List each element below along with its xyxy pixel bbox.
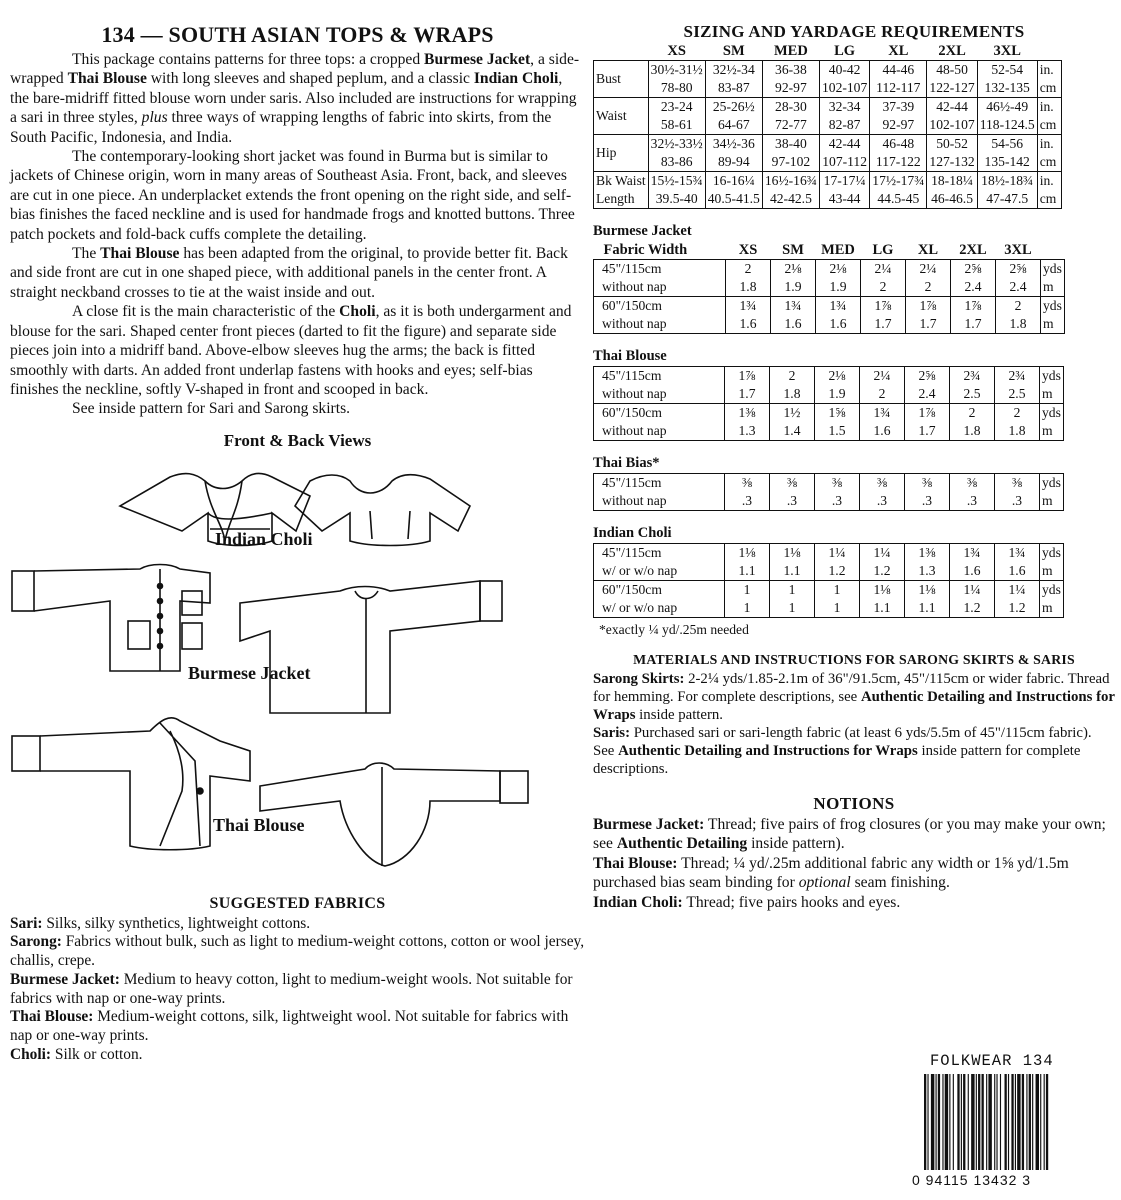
fabric-entry: Sari: Silks, silky synthetics, lightweight cottons. [10,914,311,932]
intro-text [10,50,585,419]
fabric-entry: Thai Blouse: Medium-weight cottons, silk, lightweight wool. Not suitable for fabrics with nap or one-way prints. [10,1008,569,1044]
choli-back-drawing [295,474,470,545]
yardage-section-title: Burmese Jacket [593,223,692,239]
garment-illustrations [10,451,585,891]
notions-text [593,815,1115,912]
burmese-jacket-front-drawing [12,564,210,671]
thai-blouse-label: Thai Blouse [213,814,305,835]
burmese-jacket-label: Burmese Jacket [188,662,311,683]
yardage-section-title: Thai Blouse [593,348,667,364]
intro-paragraph-2: The contemporary-looking short jacket was found in Burma but is similar to jackets of Chinese origin, worn in many areas of Southeast Asia. Front, back, and sleeves are cut in one piece. An underplacket extends the front opening on the right side, and self-bias finishes the faced neckline and is used for handmade frogs and knotted buttons. Three patch pockets and fold-back cuffs complete the detailing. [10,148,575,243]
yardage-tables [593,223,1115,618]
barcode-number: 0 94115 13432 3 [912,1172,1032,1188]
bias-footnote: *exactly ¼ yd/.25m needed [599,622,749,637]
yardage-table: Fabric Width XS SM MED LG XL 2XL 3XL 45"/115cm 2 2⅛ 2⅛ 2¼ 2¼ 2⅝ 2⅝ yds without nap 1.8 1.9 1.9 2 2 2.4 2.4 m 60"/150cm 1¾ 1¾ 1¾ 1⅞ 1⅞ 1⅞ 2 yds without nap 1.6 1.6 1.6 1.7 1.7 1.7 1.8 m [593,241,1065,334]
suggested-fabrics-title: SUGGESTED FABRICS [209,894,386,912]
notions-jacket: Burmese Jacket: Thread; five pairs of frog closures (or you may make your own; see Authentic Detailing inside pattern). [593,816,1106,853]
burmese-jacket-back-drawing [240,581,502,713]
fabric-entry: Burmese Jacket: Medium to heavy cotton, light to medium-weight wools. Not suitable for fabrics with nap or one-way prints. [10,970,573,1007]
notions-choli: Indian Choli: Thread; five pairs hooks and eyes. [593,893,901,911]
product-code: FOLKWEAR 134 [930,1052,1054,1070]
intro-paragraph-5: See inside pattern for Sari and Sarong skirts. [72,400,351,418]
yardage-table: 45"/115cm ⅜ ⅜ ⅜ ⅜ ⅜ ⅜ ⅜ yds without nap .3 .3 .3 .3 .3 .3 .3 m [593,473,1064,511]
intro-paragraph-1: This package contains patterns for three tops: a cropped Burmese Jacket, a side-wrapped Thai Blouse with long sleeves and shaped peplum, and a classic Indian Choli, the bare-midriff fitted blouse worn under saris. Also included are instructions for wrapping a sari in three styles, plus three ways of wrapping lengths of fabric into skirts, from the South Pacific, Indonesia, and India. [10,51,580,146]
saris-entry: Saris: Purchased sari or sari-length fabric (at least 6 yds/5.5m of 45"/115cm fabric). See Authentic Detailing and Instructions for Wraps inside pattern for complete descriptions. [593,725,1092,777]
barcode-image [922,1074,1112,1174]
sizing-title: SIZING AND YARDAGE REQUIREMENTS [683,22,1025,41]
notions-title: NOTIONS [813,794,895,813]
yardage-section-title: Thai Bias* [593,455,660,471]
left-column [10,22,585,1064]
indian-choli-label: Indian Choli [215,528,313,549]
materials-title: MATERIALS AND INSTRUCTIONS FOR SARONG SKIRTS & SARIS [633,652,1075,667]
intro-paragraph-4: A close fit is the main characteristic of the Choli, as it is both undergarment and blouse for the sari. Shaped center front pieces (darted to fit the figure) and separate side pieces join into a midriff band. Above-elbow sleeves hug the arms; the back is fitted smoothly with darts. An added front underlap fastens with hooks and eyes; self-bias finishes the neckline, softly V-shaped in front and scooped in back. [10,303,572,398]
sarong-skirts-entry: Sarong Skirts: 2-2¼ yds/1.85-2.1m of 36"/91.5cm, 45"/115cm or wider fabric. Thread for hemming. For complete descriptions, see Authentic Detailing and Instructions for Wraps inside pattern. [593,671,1115,723]
suggested-fabrics-list [10,915,585,1065]
right-column [593,22,1115,912]
fabric-entry: Sarong: Fabrics without bulk, such as light to medium-weight cottons, cotton or wool jersey, challis, crepe. [10,933,585,970]
page-title: 134 — SOUTH ASIAN TOPS & WRAPS [101,22,494,47]
yardage-section-title: Indian Choli [593,525,672,541]
notions-thai: Thai Blouse: Thread; ¼ yd/.25m additional fabric any width or 1⅝ yd/1.5m purchased bias seam binding for optional seam finishing. [593,854,1069,892]
fabric-entry: Choli: Silk or cotton. [10,1045,143,1063]
views-title: Front & Back Views [223,430,372,450]
sizing-table: XS SM MED LG XL 2XL 3XL Bust 30½-31½ 32½-34 36-38 40-42 44-46 48-50 52-54 in. 78-80 83-87 92-97 102-107 112-117 122-127 132-135 cm Waist 23-24 25-26½ 28-30 32-34 37-39 42-44 46½-49 in. 58-61 64-67 72-77 82-87 92-97 102-107 118-124.5 cm Hip 32½-33½ 34½-36 38-40 42-44 46-48 50-52 54-56 in. 83-86 89-94 97-102 107-112 117-122 127-132 135-142 cm Bk Waist 15½-15¾ 16-16¼ 16½-16¾ 17-17¼ 17½-17¾ 18-18¼ 18½-18¾ in. Length 39.5-40 40.5-41.5 42-42.5 43-44 44.5-45 46-46.5 47-47.5 cm [593,42,1062,209]
yardage-table: 45"/115cm 1⅛ 1⅛ 1¼ 1¼ 1⅜ 1¾ 1¾ yds w/ or w/o nap 1.1 1.1 1.2 1.2 1.3 1.6 1.6 m 60"/150cm 1 1 1 1⅛ 1⅛ 1¼ 1¼ yds w/ or w/o nap 1 1 1 1.1 1.1 1.2 1.2 m [593,543,1064,618]
yardage-table: 45"/115cm 1⅞ 2 2⅛ 2¼ 2⅝ 2¾ 2¾ yds without nap 1.7 1.8 1.9 2 2.4 2.5 2.5 m 60"/150cm 1⅜ 1½ 1⅝ 1¾ 1⅞ 2 2 yds without nap 1.3 1.4 1.5 1.6 1.7 1.8 1.8 m [593,366,1064,441]
intro-paragraph-3: The Thai Blouse has been adapted from the original, to provide better fit. Back and side front are cut in one shaped piece, with additional panels in the center front. A straight neckband crosses to tie at the waist inside and out. [10,245,568,301]
materials-text [593,670,1115,778]
